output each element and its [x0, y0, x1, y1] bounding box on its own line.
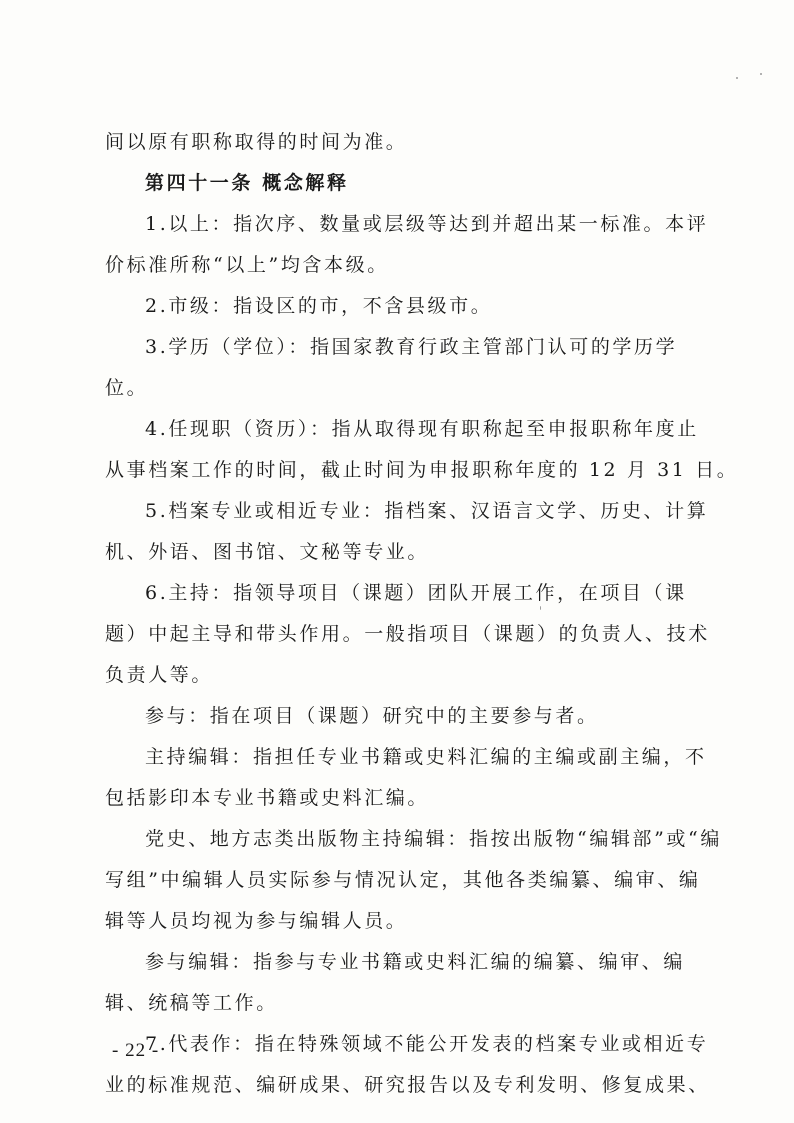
text-line: 2.市级：指设区的市，不含县级市。 [145, 295, 493, 317]
text-line: 业的标准规范、编研成果、研究报告以及专利发明、修复成果、 [105, 1074, 710, 1096]
text-line: 题）中起主导和带头作用。一般指项目（课题）的负责人、技术 [105, 623, 710, 645]
page-number: - 22 - [112, 1040, 160, 1061]
text-line: 间以原有职称取得的时间为准。 [105, 131, 408, 153]
scan-speck [736, 77, 738, 79]
text-line: 3.学历（学位）：指国家教育行政主管部门认可的学历学 [145, 336, 678, 358]
text-line: 7.代表作：指在特殊领域不能公开发表的档案专业或相近专 [145, 1033, 709, 1055]
scan-speck [760, 73, 762, 75]
text-line: 6.主持：指领导项目（课题）团队开展工作，在项目（课 [145, 582, 687, 604]
scan-speck [540, 606, 541, 610]
text-line: 包括影印本专业书籍或史料汇编。 [105, 787, 430, 809]
text-line: 机、外语、图书馆、文秘等专业。 [105, 541, 430, 563]
text-line: 价标准所称“以上”均含本级。 [105, 254, 389, 276]
text-line: 党史、地方志类出版物主持编辑：指按出版物“编辑部”或“编 [145, 828, 722, 850]
text-line: 参与编辑：指参与专业书籍或史料汇编的编纂、编审、编 [145, 951, 686, 973]
text-line: 从事档案工作的时间，截止时间为申报职称年度的 12 月 31 日。 [105, 459, 739, 481]
text-line: 负责人等。 [105, 664, 214, 686]
text-line: 辑、统稿等工作。 [105, 992, 278, 1014]
text-line: 5.档案专业或相近专业：指档案、汉语言文学、历史、计算 [145, 500, 709, 522]
text-line: 4.任现职（资历）：指从取得现有职称起至申报职称年度止 [145, 418, 699, 440]
text-line: 1.以上：指次序、数量或层级等达到并超出某一标准。本评 [145, 213, 709, 235]
text-line: 辑等人员均视为参与编辑人员。 [105, 910, 408, 932]
article-heading: 第四十一条 概念解释 [145, 172, 349, 194]
text-line: 位。 [105, 377, 149, 399]
document-body [105, 122, 739, 1106]
text-line: 参与：指在项目（课题）研究中的主要参与者。 [145, 705, 599, 727]
text-line: 写组”中编辑人员实际参与情况认定，其他各类编纂、编审、编 [105, 869, 701, 891]
text-line: 主持编辑：指担任专业书籍或史料汇编的主编或副主编，不 [145, 746, 707, 768]
